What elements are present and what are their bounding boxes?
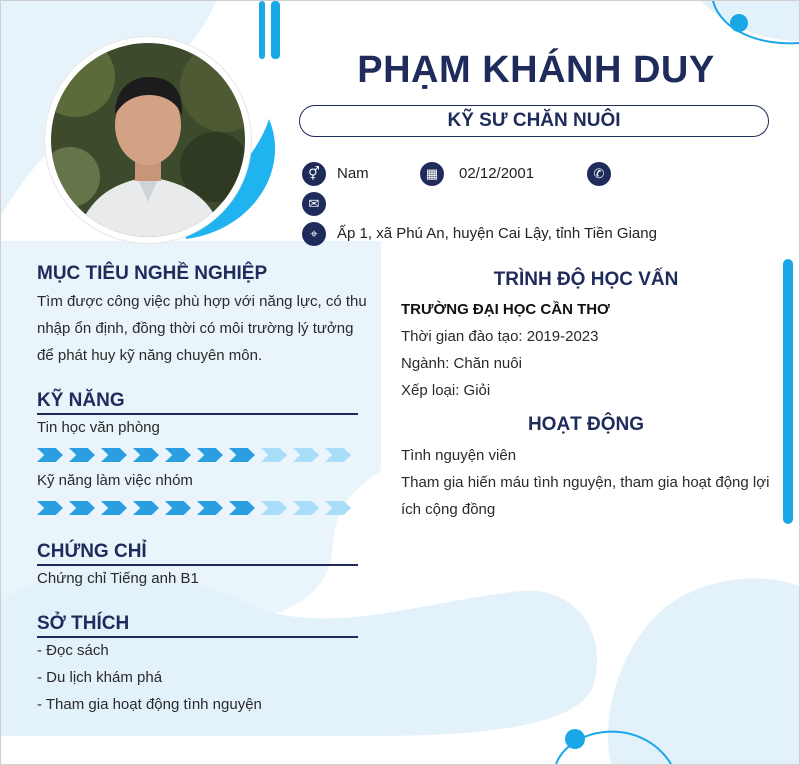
calendar-icon: ▦ xyxy=(420,162,444,186)
skill-level-filled-chevron xyxy=(133,501,159,515)
education-major: Ngành: Chăn nuôi xyxy=(401,355,522,372)
skills-title: KỸ NĂNG xyxy=(37,390,125,411)
gender-value: Nam xyxy=(337,165,369,182)
hobbies-divider xyxy=(37,636,358,638)
skill-level-filled-chevron xyxy=(101,448,127,462)
activity-line: Tham gia hiến máu tình nguyện, tham gia hoạt động lợi xyxy=(401,474,770,491)
skill-level-filled-chevron xyxy=(37,448,63,462)
skill-level-filled-chevron xyxy=(37,501,63,515)
skill-level-filled-chevron xyxy=(69,448,95,462)
objective-line: để phát huy kỹ năng chuyên môn. xyxy=(37,347,263,364)
education-grade: Xếp loại: Giỏi xyxy=(401,382,491,399)
objective-line: nhập ổn định, đồng thời có môi trường lý tưởng xyxy=(37,320,354,337)
phone-icon: ✆ xyxy=(587,162,611,186)
objective-line: Tìm được công việc phù hợp với năng lực, có thu xyxy=(37,293,367,310)
skill-label: Kỹ năng làm việc nhóm xyxy=(37,472,193,489)
skill-level-filled-chevron xyxy=(229,448,255,462)
location-pin-icon: ⌖ xyxy=(302,222,326,246)
gender-icon: ⚥ xyxy=(302,162,326,186)
skills-divider xyxy=(37,413,358,415)
candidate-name: PHẠM KHÁNH DUY xyxy=(357,49,715,91)
skill-level-empty-chevron xyxy=(325,448,351,462)
skill-level-empty-chevron xyxy=(261,501,287,515)
education-title: TRÌNH ĐỘ HỌC VẤN xyxy=(493,269,679,290)
skill-level-empty-chevron xyxy=(261,448,287,462)
certificates-divider xyxy=(37,564,358,566)
skill-level-filled-chevron xyxy=(229,501,255,515)
activity-role: Tình nguyện viên xyxy=(401,447,517,464)
skill-level-empty-chevron xyxy=(293,448,319,462)
skill-level-empty-chevron xyxy=(325,501,351,515)
education-period: Thời gian đào tạo: 2019-2023 xyxy=(401,328,599,345)
hobby-item: - Du lịch khám phá xyxy=(37,669,163,686)
hobby-item: - Tham gia hoạt động tình nguyện xyxy=(37,696,262,713)
skill-level-filled-chevron xyxy=(101,501,127,515)
skill-level-filled-chevron xyxy=(69,501,95,515)
skill-level-filled-chevron xyxy=(165,448,191,462)
hobbies-title: SỞ THÍCH xyxy=(37,613,130,634)
avatar xyxy=(45,37,251,243)
skill-level-filled-chevron xyxy=(133,448,159,462)
birthdate-value: 02/12/2001 xyxy=(459,165,535,182)
skill-level-filled-chevron xyxy=(165,501,191,515)
school-name: TRƯỜNG ĐẠI HỌC CẦN THƠ xyxy=(401,301,610,318)
skill-level-empty-chevron xyxy=(293,501,319,515)
hobby-item: - Đọc sách xyxy=(37,642,109,659)
email-icon: ✉ xyxy=(302,192,326,216)
certificate-item: Chứng chỉ Tiếng anh B1 xyxy=(37,570,199,587)
skill-level-filled-chevron xyxy=(197,501,223,515)
skill-level-bar xyxy=(37,501,351,515)
certificates-title: CHỨNG CHỈ xyxy=(37,541,147,562)
address-value: Ấp 1, xã Phú An, huyện Cai Lậy, tỉnh Tiền Giang xyxy=(337,225,657,242)
objective-title: MỤC TIÊU NGHỀ NGHIỆP xyxy=(37,263,268,284)
activities-title: HOẠT ĐỘNG xyxy=(527,414,645,435)
activity-line: ích cộng đồng xyxy=(401,501,496,518)
activity-description xyxy=(401,469,781,523)
skill-level-filled-chevron xyxy=(197,448,223,462)
skill-label: Tin học văn phòng xyxy=(37,419,160,436)
job-title: KỸ SƯ CHĂN NUÔI xyxy=(299,105,769,137)
skill-level-bar xyxy=(37,448,351,462)
avatar-photo xyxy=(45,37,251,243)
objective-text xyxy=(37,288,367,369)
